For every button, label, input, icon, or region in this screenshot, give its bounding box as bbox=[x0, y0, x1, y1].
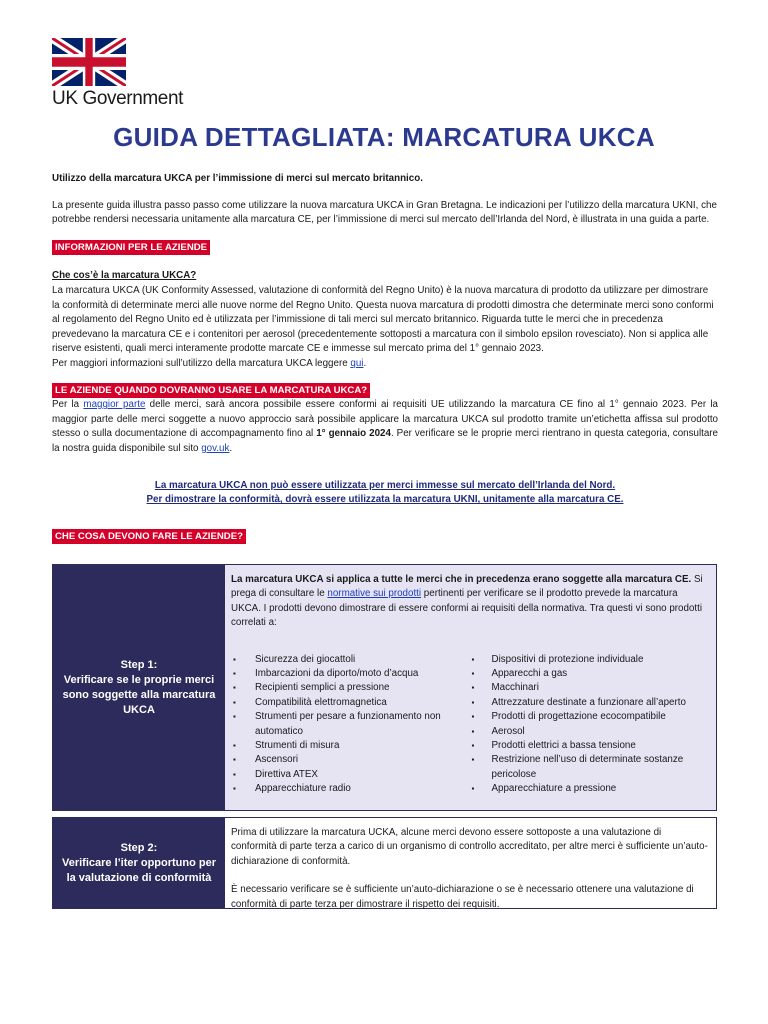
intro-lead: Utilizzo della marcatura UKCA per l’immissione di merci sul mercato britannico. bbox=[52, 173, 423, 184]
notice-line-2: Per dimostrare la conformità, dovrà essere utilizzata la marcatura UKNI, unitamente alla marcatura CE. bbox=[146, 494, 624, 506]
list-item: ▪ Dispositivi di protezione individuale bbox=[470, 653, 709, 667]
ukca-description: La marcatura UKCA (UK Conformity Assessed, valutazione di conformità del Regno Unito) è la nuova marcatura di prodotto da utilizzare per dimostrare la conformità di determinate merci alle nuove norme del Regno Unito. Questa nuova marcatura di prodotti dimostra che determinate merci sono conformi al regolamento del Regno Unito ed è utilizzata per l’immissione di tali merci sul mercato britannico. Riguarda tutte le merci che in precedenza prevedevano la marcatura CE e i contenitori per aerosol (precedentemente sottoposti a marcatura con il simbolo epsilon rovesciato). Non si applica alle riserve esistenti, quali merci interamente prodotte marcate CE e immesse sul mercato prima del 1° gennaio 2023. bbox=[52, 284, 714, 355]
more-info-link[interactable]: qui bbox=[350, 357, 364, 369]
section-badge-what-to-do: CHE COSA DEVONO FARE LE AZIENDE? bbox=[52, 529, 246, 544]
list-item: ▪ Apparecchiature radio bbox=[231, 782, 470, 796]
step-row-1 bbox=[52, 564, 717, 811]
product-list-right bbox=[470, 653, 709, 797]
step-2-paragraph-1: Prima di utilizzare la marcatura UCKA, alcune merci devono essere sottoposte a una valutazione di conformità di parte terza a carico di un organismo di controllo accreditato, per altre merci è sufficiente un’auto-dichiarazione di conformità. bbox=[231, 827, 708, 867]
list-item: ▪ Sicurezza dei giocattoli bbox=[231, 653, 470, 667]
list-item: ▪ Apparecchiature a pressione bbox=[470, 782, 709, 796]
product-lists bbox=[231, 653, 708, 797]
list-item: ▪ Strumenti di misura bbox=[231, 739, 470, 753]
more-info-line: Per maggiori informazioni sull’utilizzo della marcatura UKCA leggere qui. bbox=[52, 357, 367, 369]
list-item: ▪ Macchinari bbox=[470, 681, 709, 695]
section-when bbox=[52, 383, 718, 457]
step-1-body bbox=[225, 565, 716, 810]
step-row-2 bbox=[52, 817, 717, 909]
list-item: ▪ Prodotti elettrici a bassa tensione bbox=[470, 739, 709, 753]
section-badge-when: LE AZIENDE QUANDO DOVRANNO USARE LA MARCATURA UKCA? bbox=[52, 383, 370, 398]
step-1-lead: La marcatura UKCA si applica a tutte le merci che in precedenza erano soggette alla marcatura CE. Si prega di consultare le normative sui prodotti pertinenti per verificare se il prodotto prevede la marcatura UKCA. I prodotti devono dimostrare di essere conformi ai requisiti della normativa. Tra questi vi sono prodotti correlati a: bbox=[231, 574, 703, 629]
steps-table bbox=[52, 564, 717, 909]
list-item: ▪ Compatibilità elettromagnetica bbox=[231, 696, 470, 710]
list-item: ▪ Imbarcazioni da diporto/moto d’acqua bbox=[231, 667, 470, 681]
document-content bbox=[52, 172, 718, 544]
section-what-to-do bbox=[52, 529, 718, 545]
government-name: UK Government bbox=[52, 88, 184, 109]
section-info bbox=[52, 240, 718, 372]
when-paragraph: Per la maggior parte delle merci, sarà ancora possibile essere conformi ai requisiti UE utilizzando la marcatura CE fino al 1° gennaio 2023. Per la maggior parte delle merci soggette a nuovo approccio sarà possibile applicare la marcatura UKCA sul prodotto tramite un’etichetta affissa sul prodotto stesso o sulla documentazione di accompagnamento fino al 1° gennaio 2024. Per verificare se le proprie merci rientrano in questa categoria, consultare la nostra guida disponibile sul sito gov.uk. bbox=[52, 399, 719, 454]
northern-ireland-notice bbox=[52, 479, 718, 508]
list-item: ▪ Direttiva ATEX bbox=[231, 768, 470, 782]
product-list-left bbox=[231, 653, 470, 797]
page-title: GUIDA DETTAGLIATA: MARCATURA UKCA bbox=[113, 122, 655, 152]
step-2-body bbox=[225, 818, 716, 908]
gov-uk-link[interactable]: gov.uk bbox=[201, 442, 230, 454]
list-item: ▪ Prodotti di progettazione ecocompatibile bbox=[470, 710, 709, 724]
uk-government-logo bbox=[52, 38, 212, 110]
normative-link[interactable]: normative sui prodotti bbox=[327, 588, 422, 600]
question-what-is-ukca: Che cos’è la marcatura UKCA? bbox=[52, 270, 197, 282]
list-item: ▪ Ascensori bbox=[231, 753, 470, 767]
list-item: ▪ Recipienti semplici a pressione bbox=[231, 681, 470, 695]
list-item: ▪ Attrezzature destinate a funzionare all’aperto bbox=[470, 696, 709, 710]
intro-paragraph: La presente guida illustra passo passo come utilizzare la nuova marcatura UKCA in Gran Bretagna. Le indicazioni per l’utilizzo della marcatura UKNI, che potrebbe rendersi necessaria unitamente alla marcatura CE, per l’immissione di merci sul mercato dell’Irlanda del Nord, è illustrata in una guida a parte. bbox=[52, 199, 717, 226]
list-item: ▪ Strumenti per pesare a funzionamento non automatico bbox=[231, 710, 470, 739]
maggior-parte-link[interactable]: maggior parte bbox=[83, 399, 146, 411]
section-badge-info: INFORMAZIONI PER LE AZIENDE bbox=[52, 240, 210, 255]
list-item: ▪ Restrizione nell’uso di determinate sostanze pericolose bbox=[470, 753, 709, 782]
step-2-label: Step 2: Verificare l’iter opportuno per la valutazione di conformità bbox=[53, 818, 225, 908]
step-1-label: Step 1: Verificare se le proprie merci sono soggette alla marcatura UKCA bbox=[53, 565, 225, 810]
list-item: ▪ Apparecchi a gas bbox=[470, 667, 709, 681]
list-item: ▪ Aerosol bbox=[470, 725, 709, 739]
notice-line-1: La marcatura UKCA non può essere utilizzata per merci immesse sul mercato dell’Irlanda del Nord. bbox=[154, 479, 616, 491]
union-jack-flag-icon bbox=[52, 38, 126, 86]
step-2-paragraph-2: È necessario verificare se è sufficiente un’auto-dichiarazione o se è necessario ottenere una valutazione di conformità di parte terza per dimostrare il rispetto dei requisiti. bbox=[231, 884, 694, 910]
